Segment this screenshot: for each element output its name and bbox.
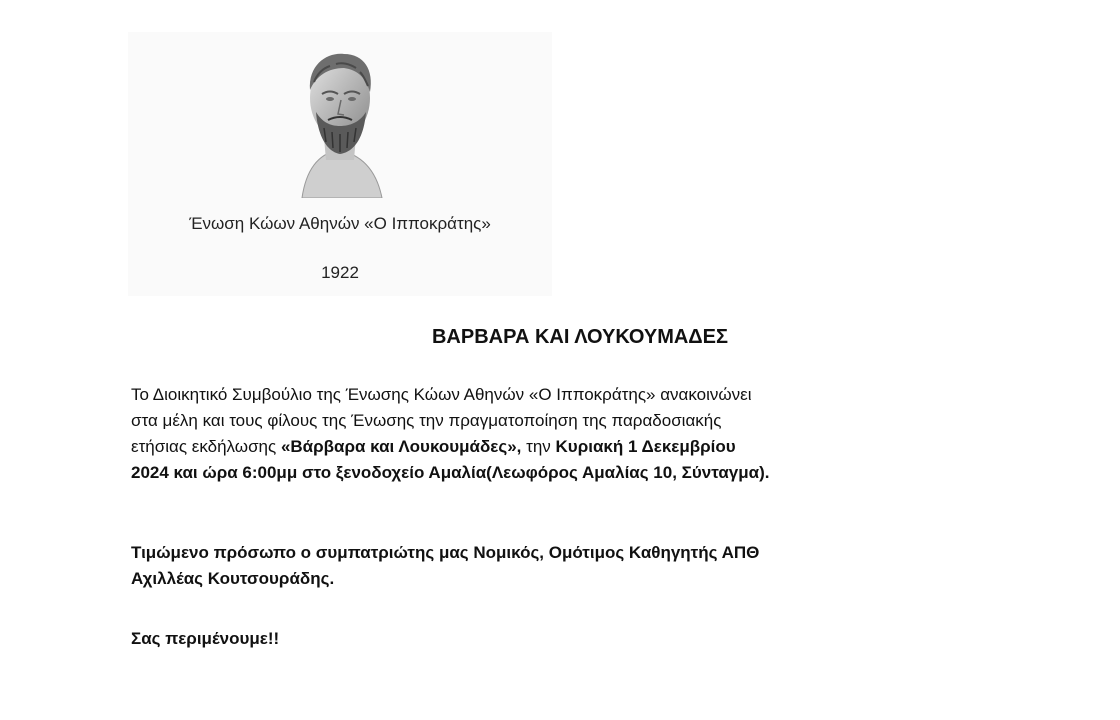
hippocrates-bust-icon — [288, 42, 388, 198]
honoree-line-1: Τιμώμενο πρόσωπο ο συμπατριώτης μας Νομικός, Ομότιμος Καθηγητής ΑΠΘ — [131, 543, 760, 562]
org-founding-year: 1922 — [321, 263, 359, 282]
logo-block — [128, 32, 552, 296]
announcement-line-1: Το Διοικητικό Συμβούλιο της Ένωσης Κώων Αθηνών «Ο Ιπποκράτης» ανακοινώνει — [131, 385, 752, 404]
closing-paragraph — [131, 626, 961, 652]
closing-line: Σας περιμένουμε!! — [131, 629, 280, 648]
honoree-line-2: Αχιλλέας Κουτσουράδης. — [131, 569, 335, 588]
org-name: Ένωση Κώων Αθηνών «Ο Ιπποκράτης» — [189, 214, 491, 233]
page-title: ΒΑΡΒΑΡΑ ΚΑΙ ΛΟΥΚΟΥΜΑΔΕΣ — [431, 326, 729, 348]
event-name: «Βάρβαρα και Λουκουμάδες», — [280, 437, 522, 456]
event-time-location: 2024 και ώρα 6:00μμ στο ξενοδοχείο Αμαλία(Λεωφόρος Αμαλίας 10, Σύνταγμα). — [131, 463, 770, 482]
announcement-paragraph — [131, 382, 961, 486]
announcement-line-3-connector: την — [521, 437, 556, 456]
announcement-line-3 — [131, 434, 961, 460]
announcement-line-2: στα μέλη και τους φίλους της Ένωσης την πραγματοποίηση της παραδοσιακής — [131, 411, 722, 430]
honoree-paragraph — [131, 540, 961, 592]
announcement-line-3-text: ετήσιας εκδήλωσης — [131, 437, 281, 456]
event-date: Κυριακή 1 Δεκεμβρίου — [555, 437, 736, 456]
